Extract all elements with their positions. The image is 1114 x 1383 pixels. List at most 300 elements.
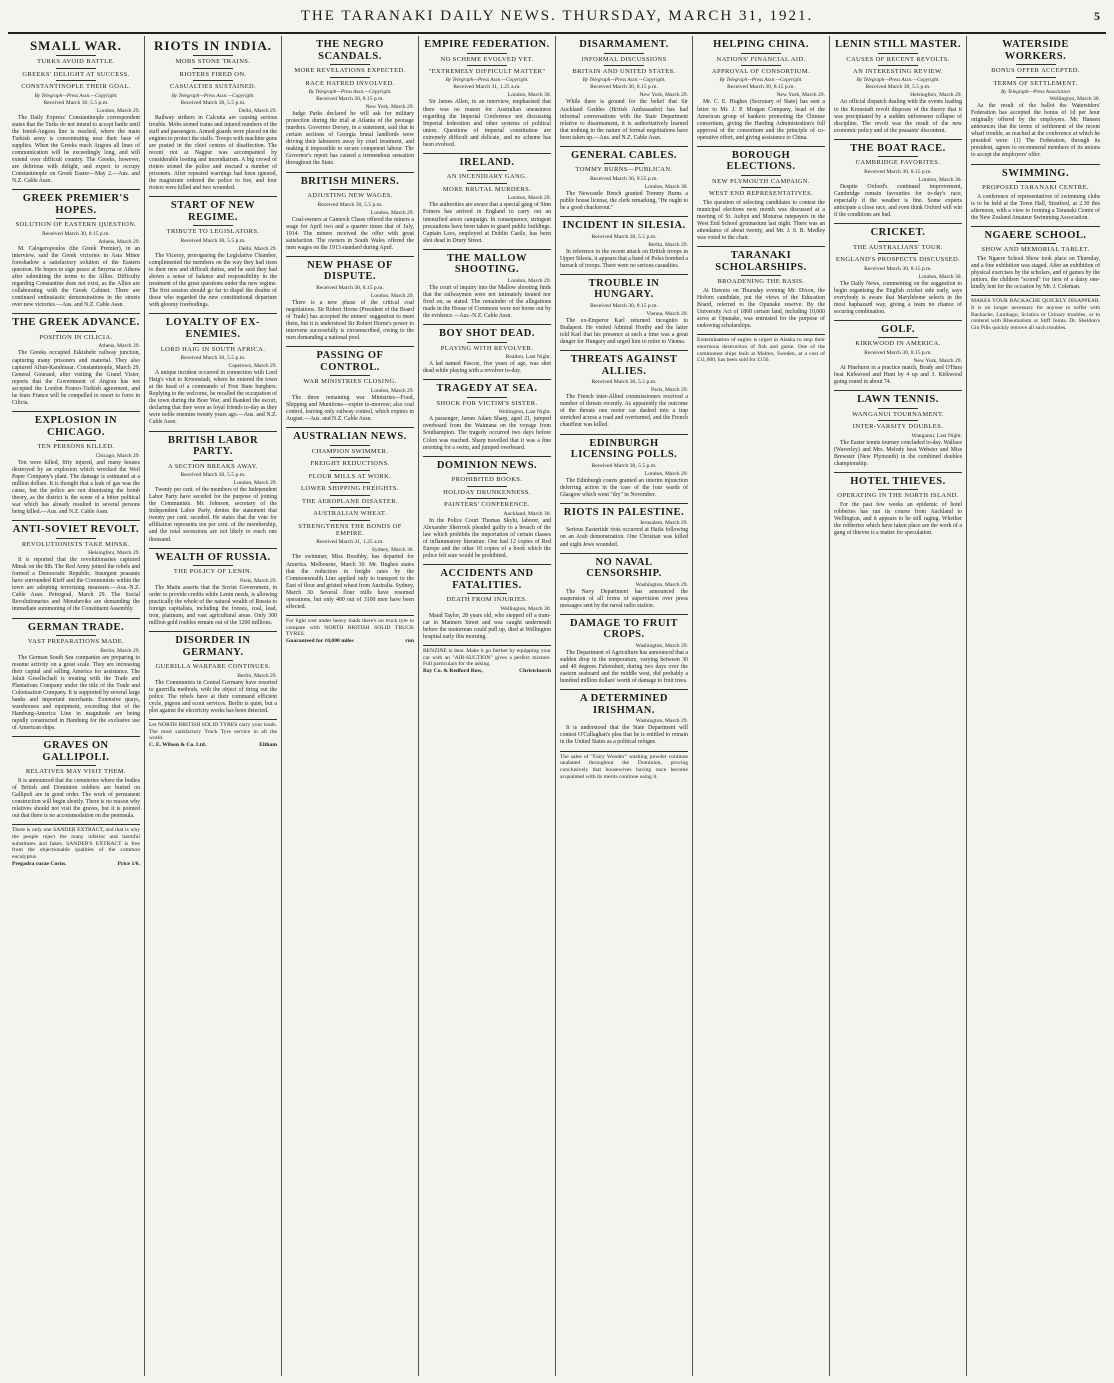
article bbox=[560, 434, 688, 499]
short-rule bbox=[330, 77, 370, 78]
article-body: Coal-owners at Cannock Chase offered the miners a wage for April two and a quarter times that of July, 1914. The miners received the offer with great satisfaction. The owners in South Wales offered the men wages on the 1913 standard during April. bbox=[286, 216, 414, 251]
article bbox=[697, 39, 825, 142]
article-rule bbox=[560, 553, 688, 554]
short-rule bbox=[56, 55, 96, 56]
article-subheading: APPROVAL OF CONSORTIUM. bbox=[711, 68, 811, 76]
article-subheading: WAR MINISTRIES CLOSING. bbox=[303, 378, 397, 386]
article-body: The Matin asserts that the Soviet Government, in order to provide credits while Lenin needs, is allowing practically the whole of the natural wealth of Russia to foreign capitalists, including the forests, coal, lead, iron, platinum, and vast agricultural areas. Only 300 million gold roubles remain out of the 1200 millions. bbox=[149, 584, 277, 626]
short-rule bbox=[193, 343, 233, 344]
article-dateline: London, March 29. bbox=[370, 209, 414, 216]
article-headline: ACCIDENTS AND FATALITIES. bbox=[440, 567, 534, 591]
article-rule bbox=[560, 216, 688, 217]
article-rule bbox=[12, 411, 140, 412]
received-line: Received March 30, 5.5 p.m. bbox=[317, 201, 383, 208]
article bbox=[423, 379, 551, 451]
article bbox=[12, 520, 140, 614]
article-subheading: AN INTERESTING REVIEW. bbox=[853, 68, 943, 76]
article bbox=[149, 631, 277, 715]
short-rule bbox=[1016, 64, 1056, 65]
article-subheading: KIRKWOOD IN AMERICA. bbox=[855, 340, 941, 348]
short-rule bbox=[467, 593, 507, 594]
article-headline: ANTI-SOVIET REVOLT. bbox=[12, 524, 140, 536]
article-headline: SWIMMING. bbox=[1001, 167, 1070, 179]
article-subheading: AUSTRALIAN WHEAT. bbox=[313, 510, 387, 518]
article bbox=[12, 313, 140, 407]
short-rule bbox=[56, 635, 96, 636]
short-rule bbox=[330, 64, 370, 65]
article bbox=[286, 172, 414, 252]
article-dateline: New York, March 29. bbox=[365, 104, 414, 111]
article-dateline: London, March 30. bbox=[644, 183, 688, 190]
article-rule bbox=[560, 350, 688, 351]
article-subheading: ENGLAND'S PROSPECTS DISCUSSED. bbox=[835, 256, 961, 264]
article-rule bbox=[834, 139, 962, 140]
article-body: Twenty per cent. of the members of the Independent Labor Party have seceded for the purpose of joining the Communists. Mr. Johnson, secretary of the Independent Labor Party, denies the statement that twenty per cent. seceded. He states that the vote for affiliation represents ten per cent. of the membership, and the total secessions are not likely to reach one thousand. bbox=[149, 487, 277, 543]
article-subheading: NEW PLYMOUTH CAMPAIGN. bbox=[712, 177, 810, 185]
article-byline: By Telegraph—Press Assn.—Copyright. bbox=[171, 92, 255, 99]
article-subheading: NATIONS' FINANCIAL AID. bbox=[716, 55, 806, 63]
short-rule bbox=[878, 420, 918, 421]
advertisement-footer-right: Eltham bbox=[259, 741, 277, 748]
received-line: Received March 30, 9.55 p.m. bbox=[590, 175, 658, 182]
article-dateline: London, March 29. bbox=[507, 195, 551, 202]
article-dateline: Realton, Last Night. bbox=[505, 354, 551, 361]
short-rule bbox=[1016, 181, 1056, 182]
short-rule bbox=[467, 486, 507, 487]
article-headline: DAMAGE TO FRUIT CROPS. bbox=[569, 617, 679, 641]
article-body: It is reported that the revolutionaries captured Minsk on the 8th. The Red Army joined the rebels and formed a Democratic Republic. Insurgent peasants have surrounded Kieff and the Communists within the town are adopting terrorising measures.—Aus.-N.Z. Cable Assn. Petrograd, March 29. The Social Revolutionaries and Mensheviks are demanding the immediate summoning of the Constituent Assembly. bbox=[12, 557, 140, 613]
article-body: The French inter-Allied commissioners received a number of threats recently. As apparently the outcome of the threats one motor car dashed into a trap stretched across a road and overturned, and the French chauffeur was killed. bbox=[560, 394, 688, 429]
article-dateline: Washington, March 29. bbox=[635, 642, 688, 649]
article-headline: TARANAKI SCHOLARSHIPS. bbox=[715, 250, 807, 273]
article-rule bbox=[560, 146, 688, 147]
article-headline: BOY SHOT DEAD. bbox=[439, 328, 535, 340]
advertisement-footer bbox=[149, 742, 277, 749]
short-rule bbox=[467, 342, 507, 343]
article-subheading: BONUS OFFER ACCEPTED. bbox=[991, 67, 1080, 75]
article-subheading: MORE BRUTAL MURDERS. bbox=[442, 185, 532, 193]
article-body: Serious Eastertide riots occurred at Haifa following on an Arab demonstration. One Christian was killed and eight Jews wounded. bbox=[560, 527, 688, 548]
article-rule bbox=[423, 564, 551, 565]
article-rule bbox=[423, 153, 551, 154]
article bbox=[971, 226, 1100, 291]
article bbox=[149, 431, 277, 544]
short-rule bbox=[878, 337, 918, 338]
article-rule bbox=[423, 324, 551, 325]
article-dateline: Washington, March 29. bbox=[635, 718, 688, 725]
article-body: A conference of representatives of swimming clubs is to be held at the Town Hall, Stratford, at 2.30 this afternoon, with a view to forming a Taranaki Centre of the New Zealand Amateur Swimming Association. bbox=[971, 193, 1100, 221]
article-body: The Greeks occupied Eskishehr railway junction, capturing many prisoners and material. They also captured Afiun-Karahissar. Constantinople, March 29. General Gouraud, after visiting the Grand Vizier, reports that the Government of Angora has not accepted the London Franco-Turkish agreement, and he fears France will be compelled to resort to force in Cilicia. bbox=[12, 350, 140, 406]
column-4 bbox=[419, 36, 556, 1376]
short-rule bbox=[604, 163, 644, 164]
article-byline: By Telegraph—Press Assn.—Copyright. bbox=[308, 89, 392, 96]
article-dateline: Delhi, March 29. bbox=[238, 107, 277, 114]
article-headline: HELPING CHINA. bbox=[713, 39, 809, 50]
advertisement-text: MAKES YOUR BACKACHE QUICKLY DISAPPEAR. It is no longer necessary for anyone to suffer with Backache, Lumbago, Sciatica or Urinary troubles, or to contend with Rheumatism or Stiff Joints. Dr. Sheldon's Gin Pills quickly remove all such troubles. bbox=[971, 298, 1100, 331]
article-dateline: Paris, March 29. bbox=[240, 577, 277, 584]
article-body: The German South Sea companies are preparing to resume activity on a great scale. They are increasing their capital and selling America for assistance. The Jaluit Gesellschaft is treating with the Trade and Plantations Company under the title of the Trade and Colonisation Company. It is supported by several large banks and important merchants. Extensive quays, warehouses and equipment, exceeding that of the Hamburg-America Line in magnitude are being rapidly constructed in Hamburg for the exclusive use of American ships. bbox=[12, 654, 140, 732]
article-rule bbox=[971, 164, 1100, 165]
received-line: Received March 30, 8.15 p.m. bbox=[590, 302, 658, 309]
article bbox=[560, 503, 688, 549]
received-line: Received March 30, 8.15 p.m. bbox=[864, 349, 932, 356]
short-rule bbox=[878, 253, 918, 254]
article-body: Railway strikers in Calcutta are causing serious trouble. Mobs stoned trains and injured numbers of the staff and passengers. Armed guards were placed on the engines to protect the staffs. Troops with machine guns are posted in the chief centres of disaffection. The recent riot at Nagpur was accompanied by considerable looting and incendiarism. A big crowd of rioters stoned the police and rescued a number of prisoners. After repeated warnings had been ignored, the magistrate ordered the police to fire, and four rioters were killed and two wounded. bbox=[149, 114, 277, 192]
article-dateline: London, March 30. bbox=[918, 176, 962, 183]
columns bbox=[8, 36, 1106, 1376]
article-rule bbox=[149, 631, 277, 632]
column-1 bbox=[8, 36, 145, 1376]
article-body: The swimmer, Miss Boothby, has departed for America. Melbourne, March 30. Mr. Hughes states that the reduction in freight rates by the Commonwealth Line applied only to transport to the East of flour and gristed wheat from Australia. Sydney, March 30. Several flour mills have resumed operations, but only 400 out of 3100 men have been affected. bbox=[286, 554, 414, 610]
short-rule bbox=[878, 156, 918, 157]
received-line: Received March 30, 5.5 p.m. bbox=[180, 237, 246, 244]
short-rule bbox=[56, 538, 96, 539]
article-rule bbox=[834, 472, 962, 473]
article-subheading: GREEKS' DELIGHT AT SUCCESS. bbox=[22, 70, 130, 78]
article-subheading: FLOUR MILLS AT WORK. bbox=[308, 472, 392, 480]
article-subheading: THE AEROPLANE DISASTER. bbox=[301, 497, 399, 505]
article-body: The Edinburgh courts granted an interim injunction deferring action in the case of the four wards of Glasgow which went "dry" in November. bbox=[560, 477, 688, 498]
article-dateline: Berlin, March 29. bbox=[648, 241, 688, 248]
advertisement-footer-right: Price 1/6. bbox=[117, 860, 140, 867]
short-rule bbox=[56, 440, 96, 441]
short-rule bbox=[878, 408, 918, 409]
article-body: The Department of Agriculture has announced that a sudden drop in the temperature, varying between 30 and 40 degrees Fahrenheit, during two days over the eastern seaboard and the middle west, did probably a hundred million dollars' worth of damage to fruit trees. bbox=[560, 649, 688, 685]
article-body: While there is ground for the belief that Sir Auckland Geddes (British Ambassador) has had informal conversations with the State Department relative to disarmament, it is authoritatively learned that nothing in the nature of formal negotiations have been taken up.—Aus. and N.Z. Cable Assn. bbox=[560, 99, 688, 141]
article-body: At Pinehurst in a practice match, Brady and O'Hara beat Kirkwood and Hunt by 4 up and 3. Kirkwood going round in about 74. bbox=[834, 364, 962, 386]
article-body: The Easter tennis tourney concluded to-day. Wallace (Waverley) and Mrs. Melody beat Webster and Miss Brewster (New Plymouth) in the combined doubles championship. bbox=[834, 439, 962, 467]
short-rule bbox=[604, 53, 644, 54]
article-headline: SMALL WAR. bbox=[29, 38, 123, 53]
article-dateline: Auckland, March 30. bbox=[503, 510, 551, 517]
short-rule bbox=[56, 331, 96, 332]
article-subheading: TRIBUTE TO LEGISLATORS. bbox=[166, 228, 260, 236]
advertisement-footer-right: Christchurch bbox=[519, 667, 551, 674]
article-subheading: STRENGTHENS THE BONDS OF EMPIRE. bbox=[298, 522, 402, 537]
article-headline: EMPIRE FEDERATION. bbox=[424, 39, 550, 50]
article-dateline: Sydney, March 30. bbox=[371, 547, 414, 554]
article bbox=[971, 164, 1100, 222]
column-7 bbox=[830, 36, 967, 1376]
short-rule bbox=[330, 457, 370, 458]
advertisement bbox=[560, 751, 688, 781]
article-dateline: Helsingfors, March 29. bbox=[910, 92, 962, 99]
article-subheading: PROPOSED TARANAKI CENTRE. bbox=[982, 184, 1089, 192]
short-rule bbox=[330, 445, 370, 446]
article-dateline: New York, March 29. bbox=[639, 92, 688, 99]
short-rule bbox=[741, 187, 781, 188]
article-subheading: LOWER SHIPPING FREIGHTS. bbox=[301, 485, 399, 493]
article-subheading: INTER-VARSITY DOUBLES. bbox=[852, 423, 944, 431]
article bbox=[560, 39, 688, 142]
article-body: It is announced that the cemeteries where the bodies of British and Dominion soldiers are buried on Gallipoli are in good order. The work of permanent construction will begin shortly. There is no reason why relatives should not visit the graves, but it is pointed out that there is no accommodation on the peninsula. bbox=[12, 777, 140, 820]
article bbox=[697, 246, 825, 330]
article-dateline: Washington, March 29. bbox=[635, 581, 688, 588]
article-headline: THE BOAT RACE. bbox=[850, 142, 946, 154]
short-rule bbox=[193, 460, 233, 461]
advertisement bbox=[149, 719, 277, 749]
article-body: The Navy Department has announced the suspension of all forms of supervision over press messages sent by the naval radio station. bbox=[560, 588, 688, 609]
article-body: The authorities are aware that a special gang of Sinn Feiners has arrived in England to carry out an intensified arson campaign. In consequence, stringent precautions have been taken to guard public buildings. Captain Lees, employed at Dublin Castle, has been shot dead in Drury Street. bbox=[423, 202, 551, 244]
article-headline: THE MALLOW SHOOTING. bbox=[447, 252, 527, 276]
article-dateline: Athens, March 29. bbox=[98, 343, 140, 350]
article-subheading: HOLIDAY DRUNKENNESS. bbox=[443, 488, 531, 496]
article-subheading: DEATH FROM INJURIES. bbox=[446, 596, 528, 604]
short-rule bbox=[467, 397, 507, 398]
short-rule bbox=[467, 498, 507, 499]
article bbox=[12, 618, 140, 733]
article-headline: GREEK PREMIER'S HOPES. bbox=[22, 193, 130, 216]
article-dateline: Wellington, March 30. bbox=[500, 605, 551, 612]
article-headline: A DETERMINED IRISHMAN. bbox=[580, 693, 668, 716]
short-rule bbox=[330, 495, 370, 496]
article-body: The Newcastle Bench granted Tommy Burns a public house license, the clerk remarking, "He ought to be a good chuckerout." bbox=[560, 190, 688, 211]
article-subheading: AN INCENDIARY GANG. bbox=[446, 173, 528, 181]
article-subheading: POSITION IN CILICIA. bbox=[39, 334, 113, 341]
article-subheading: INFORMAL DISCUSSIONS bbox=[581, 55, 667, 63]
advertisement-text: Let NORTH BRITISH SOLID TYRES carry your loads. The most satisfactory Truck Tyre service in all the world. bbox=[149, 721, 277, 742]
article-subheading: CAMBRIDGE FAVORITES. bbox=[855, 159, 941, 167]
article-subheading: RELATIVES MAY VISIT THEM. bbox=[25, 768, 127, 776]
article-headline: WATERSIDE WORKERS. bbox=[1002, 39, 1069, 62]
article-subheading: OPERATING IN THE NORTH ISLAND. bbox=[837, 492, 959, 500]
short-rule bbox=[467, 473, 507, 474]
article-subheading: TOMMY BURNS—PUBLICAN. bbox=[575, 166, 673, 174]
article-headline: TROUBLE IN HUNGARY. bbox=[588, 277, 660, 301]
article-subheading: FREIGHT REDUCTIONS. bbox=[310, 460, 390, 468]
advertisement-footer-left: Pregadra curae Corns. bbox=[12, 860, 67, 867]
short-rule bbox=[741, 53, 781, 54]
short-rule bbox=[878, 53, 918, 54]
article bbox=[834, 39, 962, 135]
article bbox=[423, 564, 551, 641]
article-headline: NGAERE SCHOOL. bbox=[984, 229, 1087, 241]
article-dateline: Delhi, March 29. bbox=[238, 245, 277, 252]
article-byline: By Telegraph—Press Assn.—Copyright. bbox=[856, 77, 940, 84]
article-dateline: Wellington, March 30. bbox=[1049, 96, 1100, 103]
article-body: It is understood that the State Department will contest O'Callaghan's plea that he is entitled to remain in the United States as a political refugee. bbox=[560, 725, 688, 746]
article bbox=[149, 548, 277, 627]
article-headline: EDINBURGH LICENSING POLLS. bbox=[570, 437, 678, 461]
article-headline: NO NAVAL CENSORSHIP. bbox=[586, 556, 662, 580]
article-body: The three remaining war Ministries—Food, Shipping and Munitions—expire to-morrow; also coal control, leaving only railway control, which expires in August.—Aus. and N.Z. Cable Assn. bbox=[286, 394, 414, 423]
article-rule bbox=[560, 689, 688, 690]
article-body: Despite Oxford's continued improvement, Cambridge remain favourites for to-day's race, especially if the weather is fine. Some experts anticipate a close race, and even think Oxford will win if the conditions are bad. bbox=[834, 183, 962, 219]
short-rule bbox=[467, 170, 507, 171]
short-rule bbox=[330, 507, 370, 508]
short-rule bbox=[330, 375, 370, 376]
article-rule bbox=[149, 313, 277, 314]
article-body: A lad named Pascoe, five years of age, was shot dead while playing with a revolver to-day. bbox=[423, 361, 551, 375]
page-number: 5 bbox=[1094, 9, 1100, 23]
article-dateline: Wanganui, Last Night. bbox=[911, 432, 962, 439]
article-subheading: TERMS OF SETTLEMENT. bbox=[993, 79, 1078, 87]
article-dateline: Paris, March 29. bbox=[651, 387, 688, 394]
article bbox=[971, 39, 1100, 160]
article bbox=[12, 736, 140, 820]
article-dateline: Jerusalem, March 29. bbox=[639, 520, 688, 527]
article-headline: THREATS AGAINST ALLIES. bbox=[570, 354, 678, 377]
article-rule bbox=[697, 146, 825, 147]
article bbox=[12, 39, 140, 185]
article bbox=[423, 324, 551, 375]
article-rule bbox=[149, 196, 277, 197]
short-rule bbox=[193, 660, 233, 661]
article-headline: INCIDENT IN SILESIA. bbox=[562, 220, 686, 232]
article-rule bbox=[286, 256, 414, 257]
article bbox=[149, 313, 277, 426]
short-rule bbox=[604, 65, 644, 66]
article-subheading: SOLUTION OF EASTERN QUESTION. bbox=[15, 221, 137, 229]
article-subheading: TEN PERSONS KILLED. bbox=[37, 443, 115, 451]
article-body: The Viceroy, prorogueing the Legislative Chamber, complimented the members on the way they had risen to their new and difficult duties, and he said they had shown a sense of balance and responsibility in the treatment of the great questions under the new regime. The first session should go far to dispel the doubts of those who regarded the new constitutional departure with gloomy forebodings. bbox=[149, 252, 277, 309]
short-rule bbox=[1016, 77, 1056, 78]
article bbox=[560, 614, 688, 685]
article-headline: LAWN TENNIS. bbox=[857, 394, 939, 406]
article bbox=[149, 196, 277, 309]
article-dateline: New York, March 29. bbox=[913, 357, 962, 364]
article-rule bbox=[12, 313, 140, 314]
article-subheading: MOBS STONE TRAINS. bbox=[175, 58, 251, 66]
short-rule bbox=[330, 470, 370, 471]
article-subheading: GUERILLA WARFARE CONTINUES. bbox=[155, 663, 271, 671]
received-line: Received March 30, 8.15 p.m. bbox=[864, 168, 932, 175]
article-headline: BRITISH LABOR PARTY. bbox=[167, 434, 259, 458]
article-headline: LENIN STILL MASTER. bbox=[835, 39, 961, 50]
column-8 bbox=[967, 36, 1104, 1376]
article-rule bbox=[834, 223, 962, 224]
article-body: In reference to the recent attack on British troops in Upper Silesia, it appears that a band of Poles bombed a barrack of troops. There were no serious casualties. bbox=[560, 248, 688, 269]
article-subheading: RACE HATRED INVOLVED. bbox=[305, 79, 395, 87]
article-headline: IRELAND. bbox=[459, 156, 515, 168]
article-body: There is a new phase of the critical coal negotiations. Sir Robert Horne (President of the Board of Trade) has accepted the miners' suggestion to meet them, but it is understood Sir Robert Horne's power to intervene successfully is circumscribed, owing to the men demanding a national pool. bbox=[286, 299, 414, 342]
received-line: Received March 31, 1.25 a.m. bbox=[453, 84, 521, 91]
short-rule bbox=[56, 765, 96, 766]
article-body: Judge Parks declared he will ask for military protection during the trial at Atlanta of the peonage murders. Governor Dorsey, in a statement, said that in certain sections of Georgia brutal landlords were driving their labourers away by cruel treatment, and making it impossible to secure competent labour. The Governor's report has caused a tremendous sensation throughout the State. bbox=[286, 111, 414, 167]
article-dateline: London, March 29. bbox=[644, 470, 688, 477]
short-rule bbox=[467, 53, 507, 54]
article bbox=[286, 427, 414, 611]
article-subheading: WANGANUI TOURNAMENT. bbox=[852, 410, 944, 418]
article-body: Ten were killed, fifty injured, and many houses destroyed by an explosion which wrecked the Weil Paper Company's plant. The damage is estimated at a million dollars. It is thought that a leak of gas was the cause, but the police are not dismissing the bomb theory, as the district is the scene of a bitter political war which has already resulted in several persons being killed.—Aus. and N.Z. Cable Assn. bbox=[12, 459, 140, 515]
article-body: The Communists in Central Germany have resorted to guerrilla methods, with the object of tiring out the police. The rebels have at their command efficient cycle, pigeon and scout services. Berlin is quiet, but a plot against the electricity works has been detected. bbox=[149, 679, 277, 714]
article-subheading: LORD HAIG IN SOUTH AFRICA. bbox=[160, 345, 266, 353]
advertisement bbox=[697, 334, 825, 364]
advertisement-text: For light cost under heavy loads there's no truck tyre to compare with NORTH BRITISH SOLID TRUCK TYRES. bbox=[286, 617, 414, 638]
article bbox=[12, 411, 140, 516]
article-body: The ex-Emperor Karl returned incognito to Budapest. He visited Admiral Horthy and the latter told Karl that his presence at such a time was a great danger for Hungary and urged him to retire to Vienna. bbox=[560, 317, 688, 346]
article-headline: WEALTH OF RUSSIA. bbox=[155, 551, 271, 563]
article bbox=[286, 346, 414, 423]
received-line: Received March 30, 8.15 p.m. bbox=[727, 84, 795, 91]
article-body: Maud Taylor, 28 years old, who stepped off a tram-car in Manners Street and was caught underneath before the motorman could pull up, died at Wellington hospital early this morning. bbox=[423, 612, 551, 640]
article-headline: BOROUGH ELECTIONS. bbox=[726, 149, 796, 173]
article bbox=[834, 223, 962, 316]
article-headline: THE NEGRO SCANDALS. bbox=[316, 39, 384, 62]
article-subheading: RIOTERS FIRED ON. bbox=[179, 70, 247, 78]
column-2 bbox=[145, 36, 282, 1376]
article-rule bbox=[697, 246, 825, 247]
article-subheading: WEST END REPRESENTATIVES. bbox=[708, 190, 814, 198]
advertisement-footer bbox=[12, 861, 140, 868]
article-headline: EXPLOSION IN CHICAGO. bbox=[34, 414, 118, 438]
short-rule bbox=[193, 55, 233, 56]
short-rule bbox=[330, 520, 370, 521]
article-headline: LOYALTY OF EX-ENEMIES. bbox=[165, 317, 261, 340]
article-rule bbox=[560, 614, 688, 615]
column-5 bbox=[556, 36, 693, 1376]
article-headline: GENERAL CABLES. bbox=[570, 149, 678, 161]
received-line: Received March 30, 5.5 p.m. bbox=[43, 99, 109, 106]
advertisement bbox=[971, 295, 1100, 332]
article-headline: DISORDER IN GERMANY. bbox=[175, 634, 251, 658]
article-dateline: London, March 30. bbox=[918, 273, 962, 280]
short-rule bbox=[878, 241, 918, 242]
article-rule bbox=[560, 274, 688, 275]
short-rule bbox=[56, 218, 96, 219]
article-body: Mr. C. E. Hughes (Secretary of State) has sent a letter to Mr. J. P. Morgan Company, head of the American group of bankers promoting the Chinese consortium, giving the Harding Administration's full approval of the consortium and the principle of co-operative effort, and giving assistance to China. bbox=[697, 99, 825, 141]
received-line: Received March 30, 8.15 p.m. bbox=[316, 284, 384, 291]
article-subheading: PROHIBITED BOOKS. bbox=[451, 476, 523, 484]
article-dateline: Helsingfors, March 29. bbox=[88, 550, 140, 557]
article-rule bbox=[12, 520, 140, 521]
article-rule bbox=[286, 172, 414, 173]
article bbox=[149, 39, 277, 192]
article-byline: By Telegraph—Press Assn.—Copyright. bbox=[445, 77, 529, 84]
article-body: An official dispatch dealing with the events leading to the Kronstadt revolt disposes of the theory that it was precipitated by a sudden unforeseen collapse of discipline. The revolt was the result of the new economic policy and of the peasants' discontent. bbox=[834, 99, 962, 134]
short-rule bbox=[330, 482, 370, 483]
short-rule bbox=[56, 80, 96, 81]
article bbox=[560, 274, 688, 346]
received-line: Received March 30, 8.15 p.m. bbox=[42, 230, 110, 237]
article-dateline: Berlin, March 29. bbox=[100, 647, 140, 654]
short-rule bbox=[741, 65, 781, 66]
article bbox=[286, 39, 414, 168]
article-subheading: "EXTREMELY DIFFICULT MATTER" bbox=[428, 68, 546, 76]
column-6 bbox=[693, 36, 830, 1376]
article-rule bbox=[423, 249, 551, 250]
article-headline: START OF NEW REGIME. bbox=[170, 200, 256, 223]
advertisement bbox=[286, 615, 414, 645]
article-headline: RIOTS IN PALESTINE. bbox=[563, 506, 685, 518]
article-body: A passenger, James Adam Sharp, aged 21, jumped overboard from the Waimana on the voyage from Southampton. The tragedy occurred two days before Colon was reached. Sharp travelled that it was a fine morning for a swim, and jumped overboard. bbox=[423, 416, 551, 451]
article-headline: RIOTS IN INDIA. bbox=[154, 38, 272, 53]
article-headline: NEW PHASE OF DISPUTE. bbox=[307, 259, 393, 283]
article bbox=[697, 146, 825, 242]
short-rule bbox=[1016, 243, 1056, 244]
short-rule bbox=[330, 189, 370, 190]
article bbox=[423, 39, 551, 149]
article-subheading: PAINTERS' CONFERENCE. bbox=[444, 501, 530, 509]
article-subheading: SHOW AND MEMORIAL TABLET. bbox=[981, 246, 1090, 254]
received-line: Received March 30, 5.5 p.m. bbox=[865, 84, 931, 91]
article-rule bbox=[286, 346, 414, 347]
article-subheading: THE AUSTRALIANS' TOUR. bbox=[853, 243, 943, 251]
article bbox=[834, 472, 962, 537]
column-3 bbox=[282, 36, 419, 1376]
article-subheading: NO SCHEME EVOLVED YET. bbox=[440, 55, 534, 63]
article-headline: TRAGEDY AT SEA. bbox=[436, 383, 538, 395]
article-headline: PASSING OF CONTROL. bbox=[316, 350, 384, 373]
article-rule bbox=[423, 456, 551, 457]
article-headline: GRAVES ON GALLIPOLI. bbox=[42, 740, 110, 763]
article-rule bbox=[560, 434, 688, 435]
article-body: Sir James Allen, in an interview, emphasised that there was no reason for Australian uneasiness regarding the Imperial Conference not discussing Imperial federation and other systems of political union. Questions of imperial constitution are extremely difficult and delicate, and no scheme has been evolved. bbox=[423, 99, 551, 148]
article-headline: CRICKET. bbox=[870, 227, 926, 239]
short-rule bbox=[193, 68, 233, 69]
short-rule bbox=[878, 489, 918, 490]
article-byline: By Telegraph—Press Assn.—Copyright. bbox=[582, 77, 666, 84]
